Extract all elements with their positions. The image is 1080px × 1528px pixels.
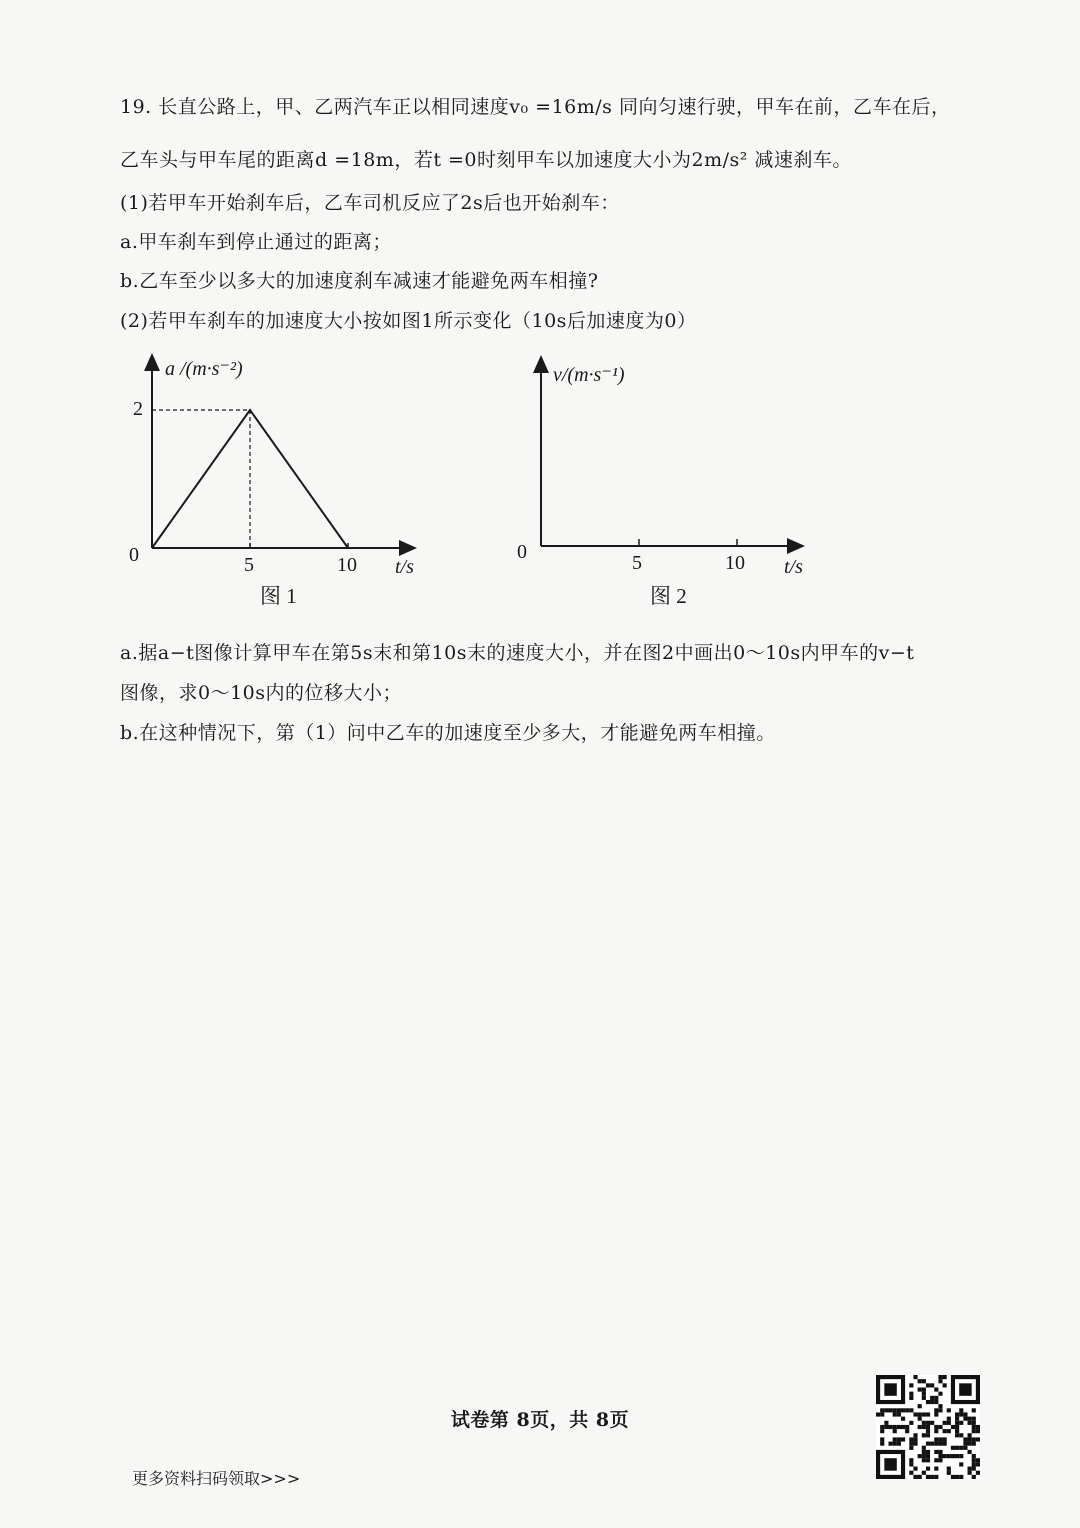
origin-label: 0 bbox=[129, 544, 139, 566]
qr-module bbox=[955, 1433, 959, 1437]
qr-module bbox=[972, 1442, 976, 1446]
qr-module bbox=[934, 1425, 938, 1429]
qr-module bbox=[951, 1454, 955, 1458]
qr-module bbox=[918, 1404, 922, 1408]
qr-module bbox=[934, 1450, 938, 1454]
qr-module bbox=[943, 1375, 947, 1379]
qr-module bbox=[947, 1429, 951, 1433]
qr-module bbox=[938, 1450, 942, 1454]
qr-module bbox=[934, 1412, 938, 1416]
qr-module bbox=[938, 1392, 942, 1396]
qr-module bbox=[955, 1429, 959, 1433]
qr-module bbox=[930, 1396, 934, 1400]
qr-module bbox=[880, 1437, 884, 1441]
origin-label: 0 bbox=[517, 541, 527, 563]
qr-module bbox=[897, 1437, 901, 1441]
qr-module bbox=[909, 1458, 913, 1462]
qr-module bbox=[959, 1446, 963, 1450]
qr-module bbox=[934, 1458, 938, 1462]
qr-module bbox=[926, 1450, 930, 1454]
qr-module bbox=[934, 1408, 938, 1412]
qr-module bbox=[934, 1437, 938, 1441]
qr-module bbox=[938, 1404, 942, 1408]
qr-module bbox=[918, 1425, 922, 1429]
qr-module bbox=[968, 1433, 972, 1437]
qr-module bbox=[934, 1400, 938, 1404]
qr-module bbox=[913, 1412, 917, 1416]
x-tick-label-10: 10 bbox=[337, 554, 357, 576]
qr-module bbox=[913, 1437, 917, 1441]
qr-module bbox=[901, 1437, 905, 1441]
qr-module bbox=[963, 1442, 967, 1446]
qr-module bbox=[951, 1425, 955, 1429]
qr-module bbox=[943, 1421, 947, 1425]
qr-module bbox=[922, 1471, 926, 1475]
qr-module bbox=[905, 1429, 909, 1433]
qr-module bbox=[876, 1412, 880, 1416]
qr-module bbox=[938, 1454, 942, 1458]
qr-module bbox=[926, 1421, 930, 1425]
qr-module bbox=[913, 1375, 917, 1379]
qr-module bbox=[972, 1475, 976, 1479]
y-axis-label: v/(m·s⁻¹) bbox=[553, 364, 625, 386]
qr-module bbox=[913, 1433, 917, 1437]
more-resources-text: 更多资料扫码领取>>> bbox=[132, 1469, 301, 1488]
qr-module bbox=[968, 1450, 972, 1454]
qr-module bbox=[968, 1442, 972, 1446]
part2-a-line-2: 图像，求0～10s内的位移大小； bbox=[120, 682, 403, 704]
qr-module bbox=[880, 1408, 884, 1412]
qr-module bbox=[884, 1408, 888, 1412]
page-footer: 试卷第 8页，共 8页 bbox=[450, 1409, 630, 1431]
figure-caption: 图 1 bbox=[260, 584, 297, 608]
qr-module bbox=[938, 1437, 942, 1441]
qr-module bbox=[922, 1392, 926, 1396]
qr-module bbox=[955, 1412, 959, 1416]
qr-module bbox=[909, 1396, 913, 1400]
qr-module bbox=[926, 1425, 930, 1429]
qr-module bbox=[968, 1467, 972, 1471]
x-tick-label-10: 10 bbox=[725, 552, 745, 574]
qr-module bbox=[926, 1475, 930, 1479]
qr-module bbox=[893, 1437, 897, 1441]
qr-module bbox=[888, 1425, 892, 1429]
qr-module bbox=[922, 1421, 926, 1425]
qr-module bbox=[955, 1421, 959, 1425]
qr-module bbox=[955, 1425, 959, 1429]
qr-module bbox=[913, 1467, 917, 1471]
qr-module bbox=[922, 1387, 926, 1391]
qr-module bbox=[922, 1450, 926, 1454]
qr-module bbox=[880, 1429, 884, 1433]
qr-module bbox=[918, 1379, 922, 1383]
qr-module bbox=[909, 1442, 913, 1446]
qr-module bbox=[938, 1379, 942, 1383]
qr-module bbox=[963, 1437, 967, 1441]
qr-module bbox=[951, 1446, 955, 1450]
qr-module bbox=[918, 1454, 922, 1458]
y-tick-label: 2 bbox=[133, 398, 143, 420]
qr-module bbox=[926, 1442, 930, 1446]
x-tick-label-5: 5 bbox=[632, 552, 642, 574]
qr-finder-core bbox=[959, 1383, 971, 1395]
qr-module bbox=[943, 1437, 947, 1441]
qr-module bbox=[888, 1408, 892, 1412]
qr-module bbox=[976, 1425, 980, 1429]
qr-module bbox=[884, 1421, 888, 1425]
qr-finder-core bbox=[884, 1458, 896, 1470]
qr-module bbox=[972, 1437, 976, 1441]
qr-module bbox=[888, 1442, 892, 1446]
qr-module bbox=[947, 1408, 951, 1412]
part2-a-line-1: a.据a−t图像计算甲车在第5s末和第10s末的速度大小，并在图2中画出0～10s内甲车的v−t bbox=[120, 642, 915, 664]
qr-module bbox=[880, 1412, 884, 1416]
qr-module bbox=[959, 1454, 963, 1458]
qr-module bbox=[926, 1454, 930, 1458]
qr-module bbox=[913, 1475, 917, 1479]
qr-module bbox=[955, 1446, 959, 1450]
qr-module bbox=[938, 1425, 942, 1429]
qr-module bbox=[955, 1454, 959, 1458]
qr-module bbox=[963, 1446, 967, 1450]
qr-module bbox=[938, 1408, 942, 1412]
qr-module bbox=[934, 1429, 938, 1433]
qr-module bbox=[897, 1442, 901, 1446]
qr-module bbox=[968, 1471, 972, 1475]
qr-module bbox=[893, 1412, 897, 1416]
part1-b: b.乙车至少以多大的加速度刹车减速才能避免两车相撞? bbox=[120, 270, 599, 292]
qr-module bbox=[893, 1442, 897, 1446]
x-axis-label: t/s bbox=[395, 556, 414, 578]
qr-module bbox=[922, 1379, 926, 1383]
qr-module bbox=[926, 1412, 930, 1416]
qr-module bbox=[972, 1454, 976, 1458]
qr-module bbox=[972, 1458, 976, 1462]
part2-intro: (2)若甲车刹车的加速度大小按如图1所示变化（10s后加速度为0） bbox=[120, 310, 697, 332]
qr-module bbox=[938, 1458, 942, 1462]
qr-module bbox=[901, 1425, 905, 1429]
qr-module bbox=[947, 1421, 951, 1425]
qr-module bbox=[955, 1417, 959, 1421]
qr-module bbox=[959, 1412, 963, 1416]
qr-module bbox=[909, 1383, 913, 1387]
a-t-series-line bbox=[152, 410, 348, 548]
qr-module bbox=[968, 1437, 972, 1441]
qr-module bbox=[938, 1375, 942, 1379]
qr-module bbox=[972, 1421, 976, 1425]
qr-module bbox=[922, 1454, 926, 1458]
qr-module bbox=[922, 1425, 926, 1429]
qr-module bbox=[934, 1387, 938, 1391]
qr-module bbox=[943, 1429, 947, 1433]
qr-module bbox=[909, 1471, 913, 1475]
qr-module bbox=[909, 1421, 913, 1425]
qr-module bbox=[893, 1425, 897, 1429]
qr-module bbox=[901, 1417, 905, 1421]
qr-module bbox=[909, 1408, 913, 1412]
qr-module bbox=[893, 1429, 897, 1433]
qr-module bbox=[922, 1458, 926, 1462]
qr-module bbox=[897, 1425, 901, 1429]
qr-module bbox=[918, 1475, 922, 1479]
qr-module bbox=[976, 1458, 980, 1462]
qr-module bbox=[972, 1425, 976, 1429]
qr-module bbox=[972, 1429, 976, 1433]
qr-module bbox=[959, 1421, 963, 1425]
qr-module bbox=[947, 1454, 951, 1458]
qr-module bbox=[905, 1408, 909, 1412]
qr-module bbox=[976, 1429, 980, 1433]
qr-module bbox=[943, 1383, 947, 1387]
qr-module bbox=[976, 1462, 980, 1466]
qr-module bbox=[913, 1442, 917, 1446]
qr-module bbox=[976, 1471, 980, 1475]
qr-module bbox=[922, 1396, 926, 1400]
qr-module bbox=[884, 1425, 888, 1429]
qr-module bbox=[918, 1412, 922, 1416]
qr-module bbox=[976, 1437, 980, 1441]
part1-intro: (1)若甲车开始刹车后，乙车司机反应了2s后也开始刹车： bbox=[120, 192, 620, 214]
part1-a: a.甲车刹车到停止通过的距离； bbox=[120, 231, 392, 253]
qr-module bbox=[963, 1417, 967, 1421]
x-axis-label: t/s bbox=[784, 556, 803, 578]
qr-module bbox=[918, 1387, 922, 1391]
qr-module bbox=[897, 1412, 901, 1416]
qr-module bbox=[972, 1467, 976, 1471]
qr-module bbox=[972, 1417, 976, 1421]
y-axis-label: a /(m·s⁻²) bbox=[165, 358, 243, 380]
qr-module bbox=[959, 1433, 963, 1437]
qr-module bbox=[947, 1417, 951, 1421]
qr-module bbox=[880, 1425, 884, 1429]
qr-module bbox=[959, 1462, 963, 1466]
qr-module bbox=[968, 1421, 972, 1425]
qr-module bbox=[934, 1442, 938, 1446]
qr-module bbox=[934, 1475, 938, 1479]
qr-module bbox=[897, 1408, 901, 1412]
qr-module bbox=[918, 1417, 922, 1421]
qr-module bbox=[943, 1442, 947, 1446]
qr-module bbox=[955, 1475, 959, 1479]
qr-module bbox=[922, 1412, 926, 1416]
qr-module bbox=[922, 1446, 926, 1450]
qr-module bbox=[922, 1433, 926, 1437]
qr-module bbox=[930, 1400, 934, 1404]
qr-module bbox=[959, 1475, 963, 1479]
qr-module bbox=[909, 1462, 913, 1466]
qr-module bbox=[880, 1442, 884, 1446]
qr-module bbox=[972, 1408, 976, 1412]
question-line-2: 乙车头与甲车尾的距离d =18m，若t =0时刻甲车以加速度大小为2m/s² 减速刹车。 bbox=[120, 149, 852, 171]
qr-module bbox=[934, 1467, 938, 1471]
qr-module bbox=[926, 1400, 930, 1404]
x-tick-label-5: 5 bbox=[244, 554, 254, 576]
qr-module bbox=[926, 1383, 930, 1387]
qr-module bbox=[943, 1454, 947, 1458]
qr-module bbox=[909, 1446, 913, 1450]
qr-module bbox=[947, 1467, 951, 1471]
qr-module bbox=[951, 1475, 955, 1479]
qr-module bbox=[926, 1458, 930, 1462]
qr-module bbox=[905, 1425, 909, 1429]
qr-module bbox=[909, 1392, 913, 1396]
figure-2 bbox=[508, 345, 828, 619]
qr-module bbox=[972, 1462, 976, 1466]
part2-b: b.在这种情况下，第（1）问中乙车的加速度至少多大，才能避免两车相撞。 bbox=[120, 722, 776, 744]
qr-module bbox=[926, 1467, 930, 1471]
qr-code[interactable] bbox=[876, 1375, 980, 1483]
qr-module bbox=[930, 1475, 934, 1479]
figure-caption: 图 2 bbox=[650, 584, 687, 608]
qr-module bbox=[930, 1421, 934, 1425]
qr-finder-core bbox=[884, 1383, 896, 1395]
question-line-1: 19. 长直公路上，甲、乙两汽车正以相同速度v₀ =16m/s 同向匀速行驶，甲车在前，乙车在后， bbox=[120, 96, 951, 118]
qr-module bbox=[930, 1442, 934, 1446]
qr-module bbox=[934, 1396, 938, 1400]
qr-module bbox=[938, 1442, 942, 1446]
qr-module bbox=[959, 1408, 963, 1412]
qr-module bbox=[930, 1383, 934, 1387]
qr-module bbox=[901, 1408, 905, 1412]
qr-module bbox=[968, 1417, 972, 1421]
qr-module bbox=[947, 1471, 951, 1475]
qr-module bbox=[893, 1408, 897, 1412]
figure-1 bbox=[115, 345, 435, 619]
qr-module bbox=[926, 1433, 930, 1437]
qr-module bbox=[909, 1437, 913, 1441]
qr-module bbox=[963, 1412, 967, 1416]
qr-module bbox=[926, 1429, 930, 1433]
